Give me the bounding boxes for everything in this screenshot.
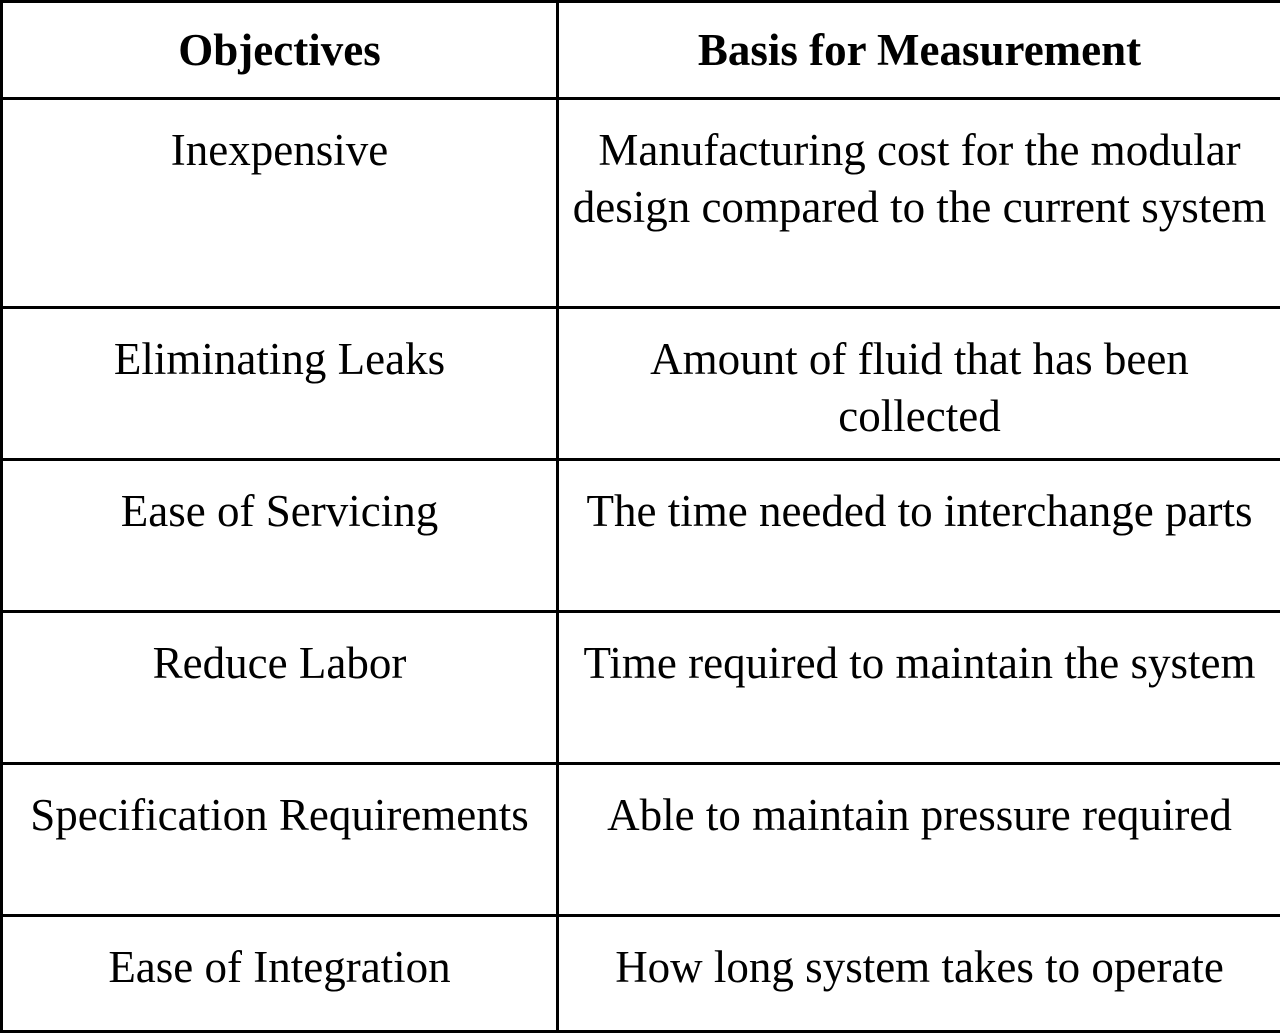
basis-cell [558, 916, 1280, 1032]
header-objectives: Objectives [2, 2, 558, 99]
table-header-row [2, 2, 1280, 99]
basis-text: Able to maintain pressure required [569, 765, 1270, 844]
objective-text: Reduce Labor [13, 613, 546, 692]
objective-text: Inexpensive [13, 100, 546, 179]
objective-text: Ease of Integration [13, 917, 546, 996]
table-row [2, 99, 1280, 308]
table-row [2, 460, 1280, 612]
objective-text: Ease of Servicing [13, 461, 546, 540]
basis-text: The time needed to interchange parts [569, 461, 1270, 540]
basis-text: Time required to maintain the system [569, 613, 1270, 692]
objective-cell [2, 612, 558, 764]
table-row [2, 612, 1280, 764]
objective-cell [2, 764, 558, 916]
basis-cell [558, 764, 1280, 916]
table-row [2, 764, 1280, 916]
objective-text: Specification Requirements [13, 765, 546, 844]
basis-text: Amount of fluid that has been collected [569, 309, 1270, 445]
table-row [2, 916, 1280, 1032]
basis-cell [558, 460, 1280, 612]
basis-text: How long system takes to operate [569, 917, 1270, 996]
basis-cell [558, 99, 1280, 308]
table-row [2, 308, 1280, 460]
basis-cell [558, 308, 1280, 460]
basis-cell [558, 612, 1280, 764]
objective-text: Eliminating Leaks [13, 309, 546, 388]
objective-cell [2, 460, 558, 612]
objective-cell [2, 99, 558, 308]
objective-cell [2, 916, 558, 1032]
header-basis-for-measurement: Basis for Measurement [558, 2, 1280, 99]
objective-cell [2, 308, 558, 460]
basis-text: Manufacturing cost for the modular design compared to the current system [569, 100, 1270, 236]
